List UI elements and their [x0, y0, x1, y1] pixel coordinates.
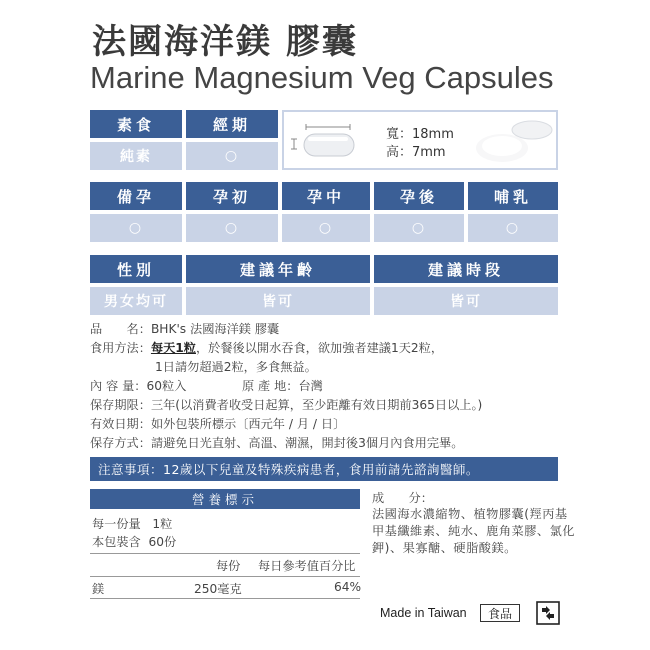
info-shelf-label: 保存期限： [90, 398, 151, 412]
classic-header: 經期 [186, 110, 278, 138]
capsule-width: 寬：18mm [386, 127, 454, 142]
made-in-taiwan: Made in Taiwan [380, 606, 467, 620]
ingredients-text: 法國海水濃縮物、植物膠囊(羥丙基甲基纖維素、純水、鹿角菜膠、氯化鉀)、果寡醣、硬脂酸鎂。 [372, 507, 575, 555]
vegan-header: 素食 [90, 110, 182, 138]
info-storage-label: 保存方式： [90, 436, 151, 450]
capsule-size-box [282, 110, 558, 170]
info-expiry-row [90, 415, 345, 433]
nutrition-divider-bottom [90, 598, 360, 599]
stage-header-breastfeeding: 哺乳 [468, 182, 558, 210]
time-header: 建議時段 [374, 255, 558, 283]
food-badge: 食品 [480, 604, 520, 622]
info-storage-value: 請避免日光直射、高溫、潮濕，開封後3個月內食用完畢。 [150, 436, 464, 450]
stage-header-early: 孕初 [186, 182, 278, 210]
nutrition-divider-mid [90, 576, 360, 577]
info-usage-label: 食用方法： [90, 341, 151, 355]
info-name-row [90, 320, 279, 338]
classic-mark: ○ [186, 142, 278, 170]
notice-bar: 注意事項：12歲以下兒童及特殊疾病患者，食用前請先諮詢醫師。 [90, 457, 558, 481]
info-shelf-value: 三年(以消費者收受日起算，至少距離有效日期前365日以上。) [150, 398, 483, 412]
serving-size-value: 1粒 [152, 517, 173, 531]
nutrition-header: 營養標示 [90, 489, 360, 509]
info-origin-label: 原 產 地： [242, 379, 299, 393]
stage-header-preconception: 備孕 [90, 182, 182, 210]
stage-header-mid: 孕中 [282, 182, 370, 210]
powder-image [472, 116, 556, 166]
ingredients-label: 成 分： [372, 491, 433, 505]
stage-mark-early: ○ [186, 214, 278, 242]
info-usage-row [90, 339, 443, 357]
info-content-row [90, 377, 186, 395]
info-content-label: 內 容 量： [90, 379, 147, 393]
info-storage-row [90, 434, 463, 452]
stage-mark-breastfeeding: ○ [468, 214, 558, 242]
col-daily-value: 每日參考值百分比 [258, 559, 356, 573]
servings-label: 本包裝含 [92, 535, 141, 549]
stage-mark-late: ○ [374, 214, 464, 242]
stage-mark-preconception: ○ [90, 214, 182, 242]
info-shelf-row [90, 396, 482, 414]
product-title-zh: 法國海洋鎂 膠囊 [92, 22, 358, 62]
serving-size-row [92, 515, 172, 532]
recycle-icon [536, 601, 560, 625]
info-name-label: 品 名： [90, 322, 151, 336]
info-origin-value: 台灣 [298, 379, 323, 393]
time-value: 皆可 [374, 287, 558, 315]
gender-header: 性別 [90, 255, 182, 283]
nutrient-percent: 64% [334, 580, 362, 594]
age-header: 建議年齡 [186, 255, 370, 283]
info-content-value: 60粒入 [146, 379, 187, 393]
stage-mark-mid: ○ [282, 214, 370, 242]
serving-size-label: 每一份量 [92, 517, 141, 531]
vegan-value: 純素 [90, 142, 182, 170]
gender-value: 男女均可 [90, 287, 182, 315]
age-value: 皆可 [186, 287, 370, 315]
info-usage-text: ，於餐後以開水吞食，欲加強者建議1天2粒， [195, 341, 444, 355]
nutrient-amount: 250毫克 [194, 582, 242, 596]
info-expiry-value: 如外包裝所標示〔西元年 / 月 / 日〕 [150, 417, 346, 431]
stage-header-late: 孕後 [374, 182, 464, 210]
nutrition-divider-top [90, 553, 360, 554]
product-title-en: Marine Magnesium Veg Capsules [90, 60, 554, 95]
servings-row [92, 533, 176, 550]
info-name-value: BHK's 法國海洋鎂 膠囊 [150, 322, 280, 336]
info-expiry-label: 有效日期： [90, 417, 151, 431]
info-usage-emphasis: 每天1粒 [150, 341, 196, 355]
servings-value: 60份 [148, 535, 177, 549]
nutrient-name: 鎂 [92, 582, 105, 596]
info-origin-row [242, 377, 323, 395]
capsule-height: 高：7mm [386, 145, 446, 160]
col-per-serving: 每份 [216, 559, 241, 573]
info-usage-line2: 1日請勿超過2粒，多食無益。 [155, 360, 317, 374]
